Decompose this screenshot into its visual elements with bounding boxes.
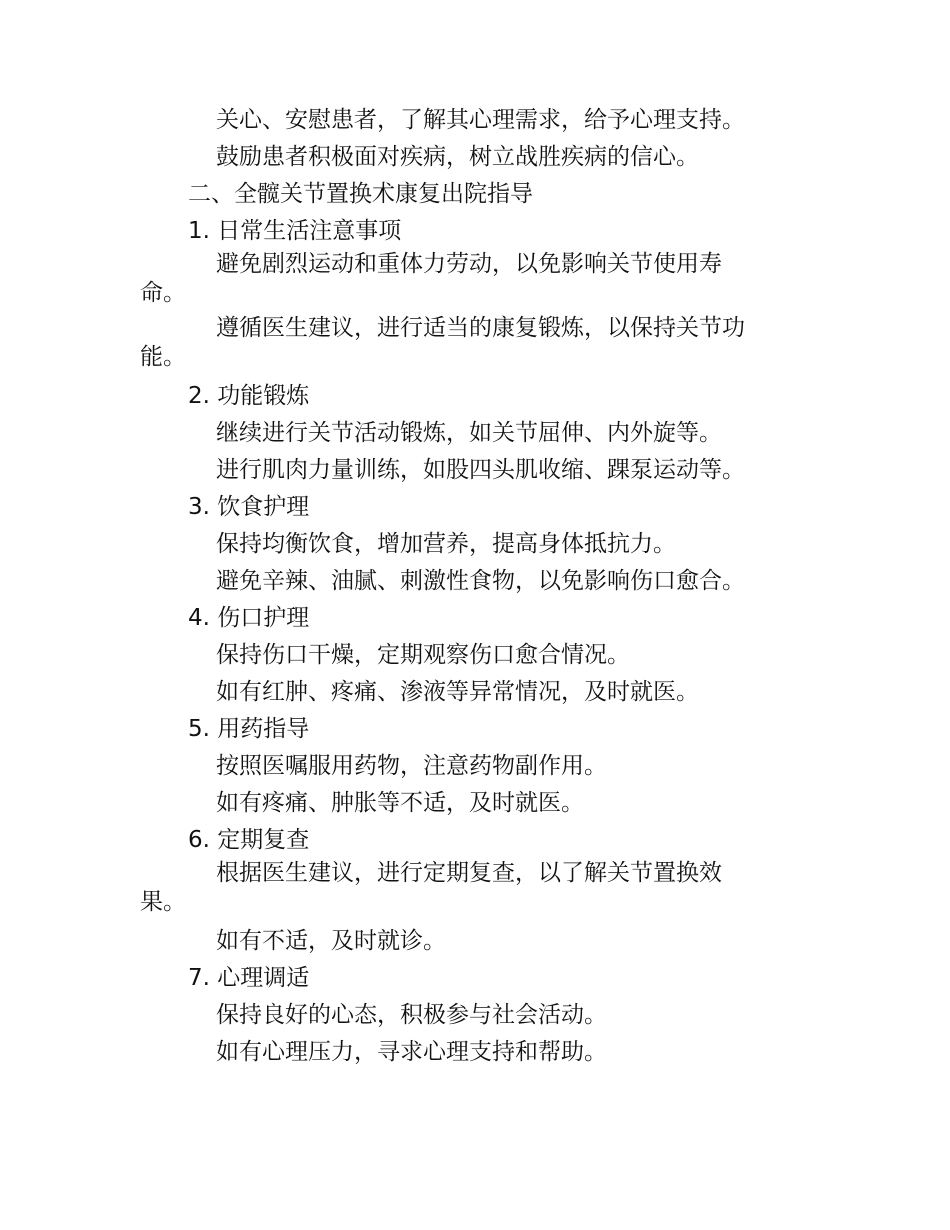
section-5-item-2: 如有疼痛、肿胀等不适，及时就医。: [216, 790, 584, 816]
section-6-item-1-line-2: 果。: [140, 889, 186, 915]
section-6-item-1: [140, 859, 800, 917]
section-1-heading: 1. 日常生活注意事项: [188, 218, 402, 244]
section-title: 二、全髋关节置换术康复出院指导: [188, 181, 533, 207]
section-6-heading: 6. 定期复查: [188, 827, 310, 853]
section-3-item-2: 避免辛辣、油腻、刺激性食物，以免影响伤口愈合。: [216, 568, 745, 594]
section-5-item-1: 按照医嘱服用药物，注意药物副作用。: [216, 753, 607, 779]
section-1-item-2: [140, 314, 800, 372]
section-7-heading: 7. 心理调适: [188, 965, 310, 991]
section-1-item-2-line-1: 遵循医生建议，进行适当的康复锻炼，以保持关节功: [216, 315, 745, 341]
intro-line-1: 关心、安慰患者，了解其心理需求，给予心理支持。: [216, 107, 745, 133]
section-4-item-1: 保持伤口干燥，定期观察伤口愈合情况。: [216, 642, 630, 668]
section-3-item-1: 保持均衡饮食，增加营养，提高身体抵抗力。: [216, 531, 676, 557]
section-1-item-1-line-2: 命。: [140, 280, 186, 306]
section-7-item-1: 保持良好的心态，积极参与社会活动。: [216, 1002, 607, 1028]
section-6-item-1-line-1: 根据医生建议，进行定期复查，以了解关节置换效: [216, 860, 722, 886]
section-1-item-2-line-2: 能。: [140, 344, 186, 370]
section-2-item-1: 继续进行关节活动锻炼，如关节屈伸、内外旋等。: [216, 420, 722, 446]
document-body: [140, 102, 800, 1071]
section-2-item-2: 进行肌肉力量训练，如股四头肌收缩、踝泵运动等。: [216, 457, 745, 483]
section-1-item-1: [140, 250, 800, 308]
section-5-heading: 5. 用药指导: [188, 716, 310, 742]
section-7-item-2: 如有心理压力，寻求心理支持和帮助。: [216, 1039, 607, 1065]
section-4-heading: 4. 伤口护理: [188, 605, 310, 631]
section-3-heading: 3. 饮食护理: [188, 494, 310, 520]
intro-line-2: 鼓励患者积极面对疾病，树立战胜疾病的信心。: [216, 144, 699, 170]
section-1-item-1-line-1: 避免剧烈运动和重体力劳动，以免影响关节使用寿: [216, 251, 722, 277]
section-4-item-2: 如有红肿、疼痛、渗液等异常情况，及时就医。: [216, 679, 699, 705]
section-2-heading: 2. 功能锻炼: [188, 383, 310, 409]
section-6-item-2: 如有不适，及时就诊。: [216, 928, 446, 954]
